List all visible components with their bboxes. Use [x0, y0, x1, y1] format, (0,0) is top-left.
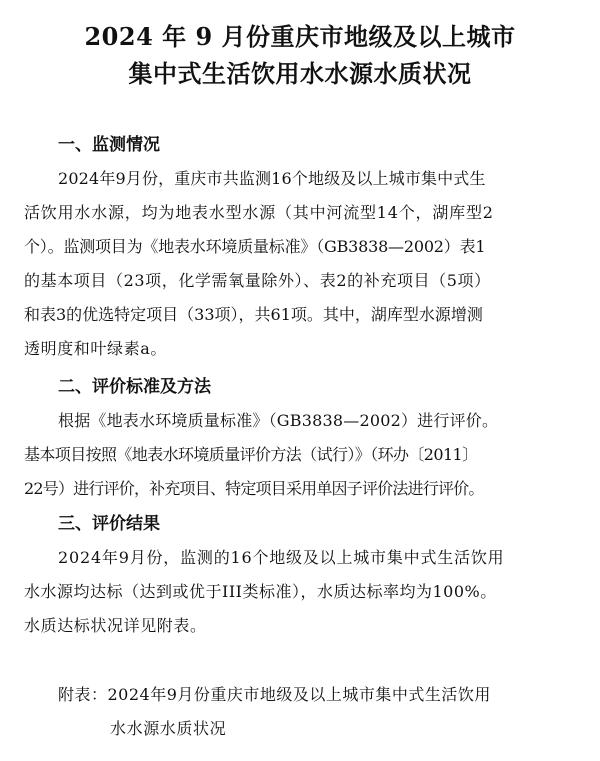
paragraph-line: 个）。监测项目为《地表水环境质量标准》（GB3838—2002）表1: [24, 237, 486, 256]
title-line-1: 2024 年 9 月份重庆市地级及以上城市: [84, 22, 516, 51]
paragraph-line: 根据《地表水环境质量标准》（GB3838—2002）进行评价。: [58, 411, 499, 430]
title-line-2: 集中式生活饮用水水源水质状况: [128, 59, 472, 88]
paragraph-line: 22号）进行评价，补充项目、特定项目采用单因子评价法进行评价。: [24, 479, 484, 498]
result-heading: 三、评价结果: [58, 514, 160, 534]
paragraph-line: 和表3的优选特定项目（33项），共61项。其中，湖库型水源增测: [24, 305, 483, 324]
paragraph-line: 透明度和叶绿素a。: [24, 339, 167, 358]
method-heading: 二、评价标准及方法: [58, 377, 211, 397]
paragraph-line: 2024年9月份，监测的16个地级及以上城市集中式生活饮用: [58, 548, 505, 567]
monitoring-heading: 一、监测情况: [58, 135, 160, 155]
attachment-line-1: 附表：2024年9月份重庆市地级及以上城市集中式生活饮用: [58, 685, 491, 704]
paragraph-line: 水水源均达标（达到或优于III类标准），水质达标率均为100%。: [24, 582, 497, 601]
paragraph-line: 活饮用水水源，均为地表水型水源（其中河流型14个，湖库型2: [24, 203, 494, 222]
paragraph-line: 的基本项目（23项，化学需氧量除外）、表2的补充项目（5项）: [24, 271, 491, 290]
paragraph-line: 水质达标状况详见附表。: [24, 616, 207, 635]
paragraph-line: 2024年9月份，重庆市共监测16个地级及以上城市集中式生: [58, 169, 486, 188]
paragraph-line: 基本项目按照《地表水环境质量评价方法（试行）》（环办〔2011〕: [24, 445, 478, 464]
attachment-line-2: 水水源水质状况: [110, 719, 227, 738]
